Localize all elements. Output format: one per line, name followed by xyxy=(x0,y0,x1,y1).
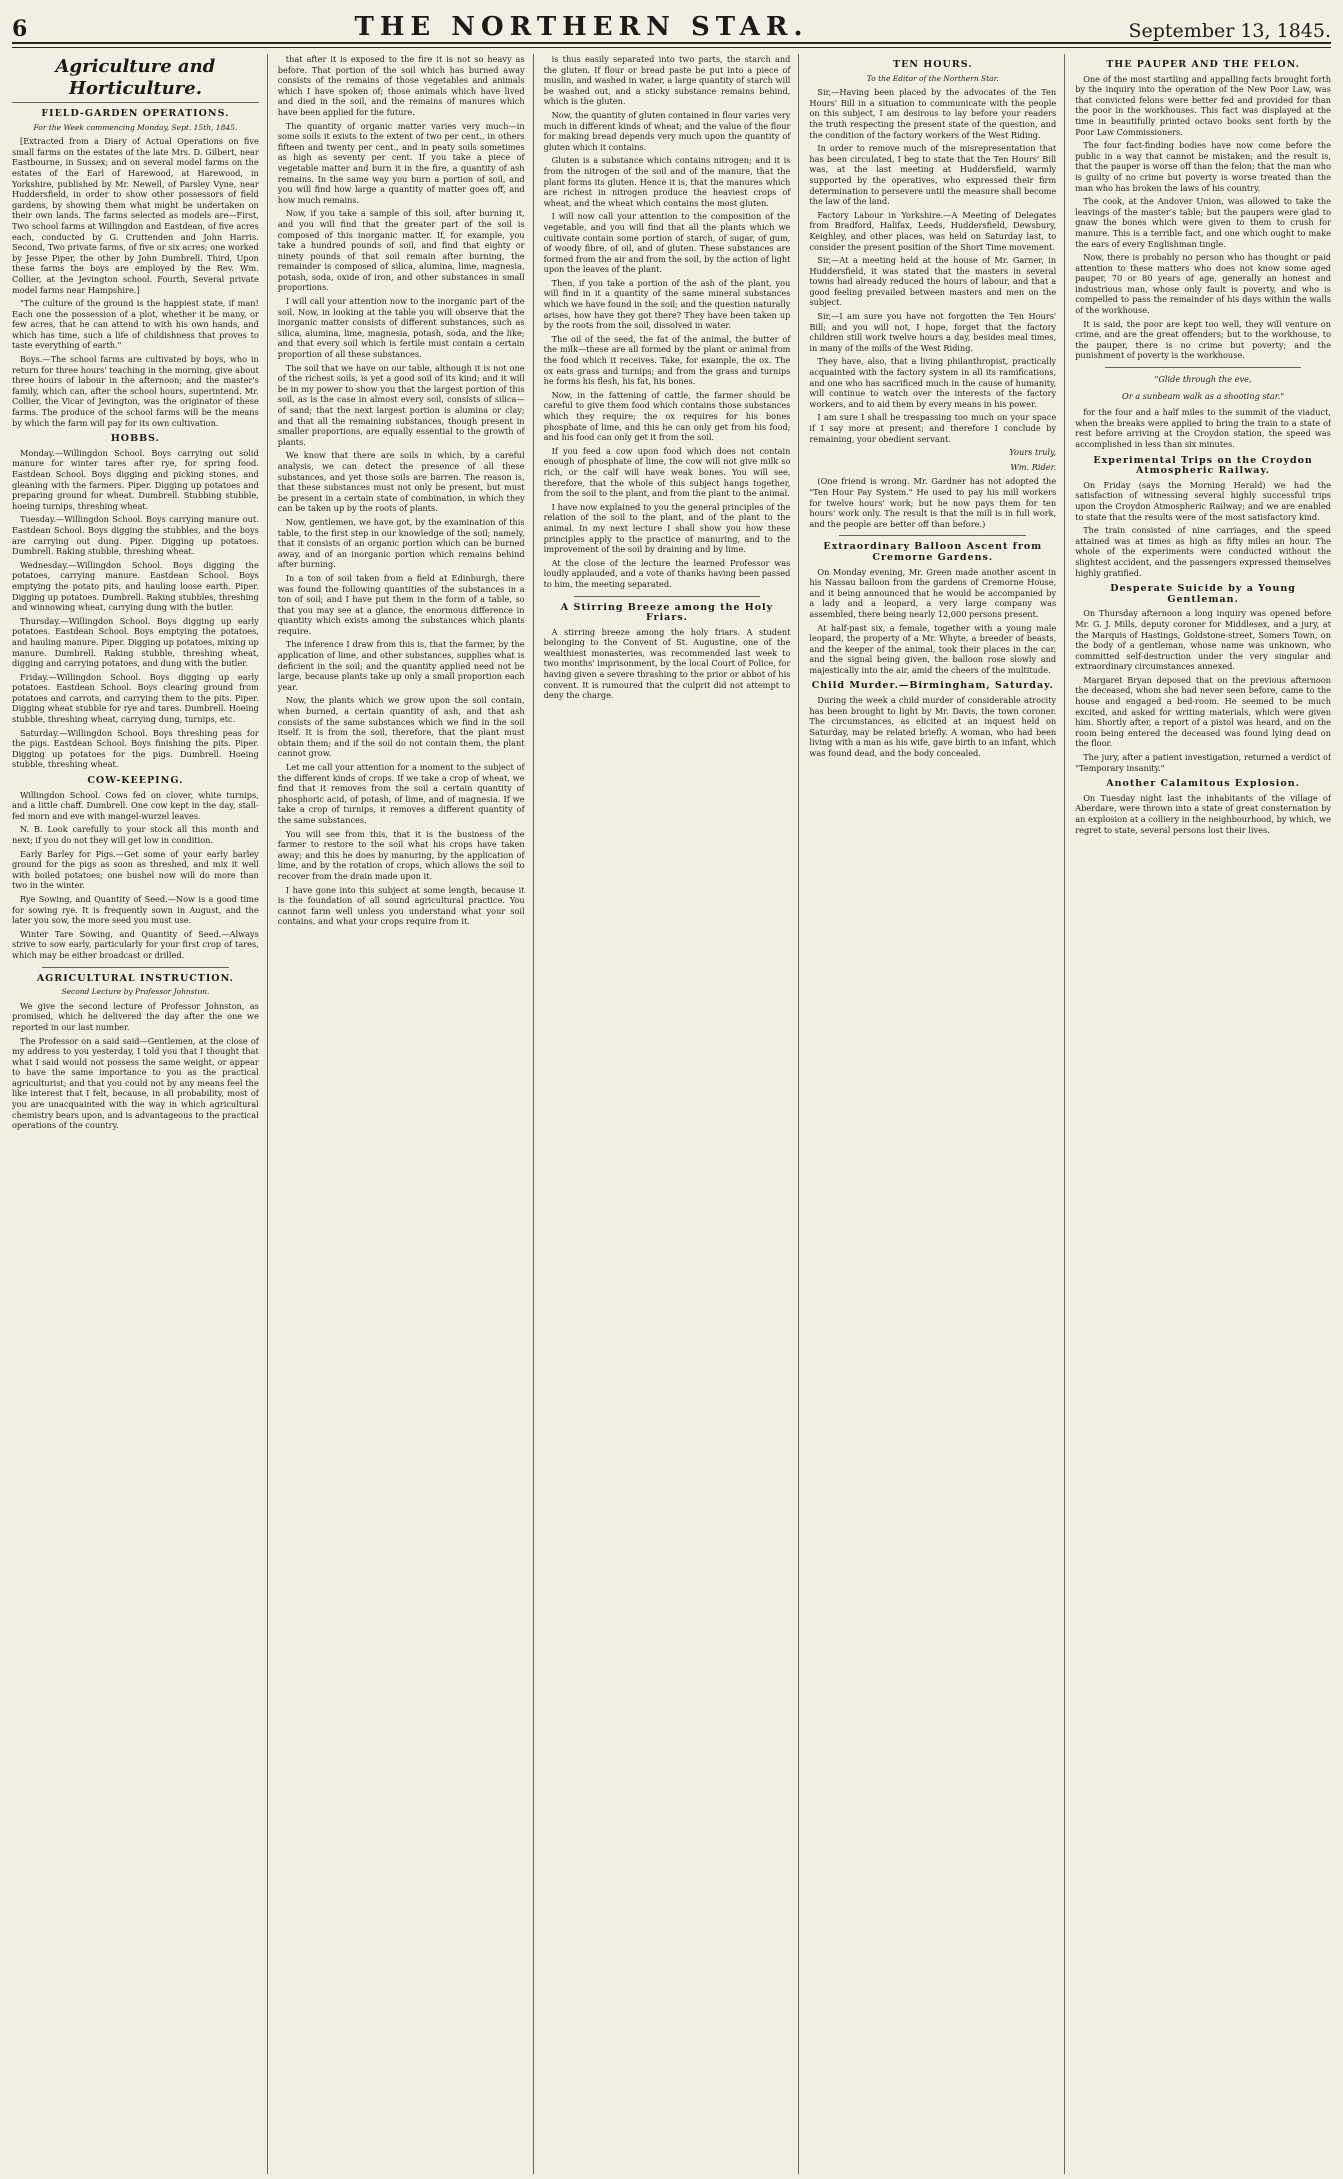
masthead xyxy=(12,8,1331,44)
poem-line: "Glide through the eve, xyxy=(1154,374,1252,385)
paragraph: that after it is exposed to the fire it is not so heavy as before. That portion of the soil which has burned away consists of the remains of those vegetables and animals which I have spoken of; those animals which have lived and died in the soil, and the remains of manures which have been applied for the future. xyxy=(277,54,525,117)
article-heading: TEN HOURS. xyxy=(893,59,973,70)
paragraph: The inference I draw from this is, that the farmer, by the application of lime, and other substances, supplies what is deficient in the soil; and the quantity applied need not be large, because plants take up only a small proportion each year. xyxy=(277,639,525,692)
paragraph: Sir,—At a meeting held at the house of Mr. Garner, in Huddersfield, it was stated that the masters in several towns had already reduced the hours of labour, and that a good feeling prevailed between masters and men on the subject. xyxy=(809,255,1057,308)
paragraph: On Monday evening, Mr. Green made another ascent in his Nassau balloon from the gardens of Cremorne House, and it being announced that he would be accompanied by a lady and a leopard, a very large company was assembled, there being nearly 12,000 persons present. xyxy=(809,566,1057,619)
divider xyxy=(1105,367,1301,368)
newspaper-title: THE NORTHERN STAR. xyxy=(354,12,809,42)
paragraph: The four fact-finding bodies have now come before the public in a way that cannot be mistaken; and the result is, that the pauper is worse off than the felon; that the man who is guilty of no crime but poverty is worse treated than the man who has broken the laws of his country. xyxy=(1075,140,1331,193)
paragraph: Now, the quantity of gluten contained in flour varies very much in different kinds of wheat; and the value of the flour for making bread depends very much upon the quantity of gluten which it contains. xyxy=(543,109,791,152)
article-subheading: For the Week commencing Monday, Sept. 15th, 1845. xyxy=(33,122,238,132)
article-heading: Desperate Suicide by a Young Gentleman. xyxy=(1110,583,1296,605)
section-title: Agriculture and Horticulture. xyxy=(12,56,259,103)
paragraph: The cook, at the Andover Union, was allowed to take the leavings of the master's table; but the paupers were glad to gnaw the bones which were given to them to crush for manure. This is a terrible fact, and one which ought to make the ears of every Englishman tingle. xyxy=(1075,196,1331,249)
paragraph: I will call your attention now to the inorganic part of the soil. Now, in looking at the table you will observe that the inorganic matter consists of different substances, such as silica, alumina, lime, magnesia, potash, soda, and the like; and that every soil which is fertile must contain a certain proportion of all these substances. xyxy=(277,296,525,360)
paragraph: It is said, the poor are kept too well, they will venture on crime, and are the great offenders; but to the workhouse, to the pauper, there is no crime but poverty; and the punishment of poverty is the workhouse. xyxy=(1075,318,1331,361)
paragraph: On Friday (says the Morning Herald) we had the satisfaction of witnessing several highly successful trips upon the Croydon Atmospheric Railway; and we are enabled to state that the results were of the most satisfactory kind. xyxy=(1075,479,1331,522)
paragraph: Now, there is probably no person who has thought or paid attention to these matters who does not know some aged pauper, 70 or 80 years of age, generally an honest and industrious man, whose only fault is poverty, and who is compelled to pass the remainder of his days within the walls of the workhouse. xyxy=(1075,252,1331,316)
poem-line: Or a sunbeam walk as a shooting star." xyxy=(1122,390,1285,401)
paragraph: Margaret Bryan deposed that on the previous afternoon the deceased, whom she had never seen before, came to the house and engaged a bed-room. He seemed to be much excited, and asked for writing materials, which were given him. Shortly after, a report of a pistol was heard, and on the room being entered the deceased was found lying dead on the floor. xyxy=(1075,674,1331,749)
paragraph: During the week a child murder of considerable atrocity has been brought to light by Mr. Davis, the town coroner. The circumstances, as elicited at an inquest held on Saturday, may be related briefly. A woman, who had been living with a man as his wife, gave birth to an infant, which was found dead, and the body concealed. xyxy=(809,695,1057,759)
paragraph: Monday.—Willingdon School. Boys carrying out solid manure for winter tares after rye, for spring food. Eastdean School. Boys digging and picking stones, and gleaning with the farmers. Piper. Digging up potatoes and preparing ground for wheat. Dumbrell. Stubbing stubble, hoeing turnips, threshing wheat. xyxy=(12,447,259,511)
paragraph: Gluten is a substance which contains nitrogen; and it is from the nitrogen of the soil and of the manure, that the plant forms its gluten. Hence it is, that the manures which are richest in nitrogen produce the heaviest crops of wheat, and the wheat which contains the most gluten. xyxy=(543,155,791,208)
column-3 xyxy=(544,54,800,2174)
paragraph: One of the most startling and appalling facts brought forth by the inquiry into the operation of the New Poor Law, was that convicted felons were better fed and provided for than the poor in the workhouses. This fact was displayed at the time in beautifully printed octavo books sent forth by the Poor Law Commissioners. xyxy=(1075,73,1331,137)
paragraph: "The culture of the ground is the happiest state, if man! Each one the possession of a plot, whether it be many, or few acres, that he can attend to with his own hands, and which has time, such a life of childishness that proves to taste everything of earth." xyxy=(12,298,259,351)
paragraph: Sir,—I am sure you have not forgotten the Ten Hours' Bill; and you will not, I hope, forget that the factory children still work twelve hours a day, besides meal times, in many of the mills of the West Riding. xyxy=(809,311,1057,353)
paragraph: I will now call your attention to the composition of the vegetable, and you will find that all the plants which we cultivate contain some portion of starch, of sugar, of gum, of woody fibre, of oil, and of gluten. These substances are formed from the air and from the soil, by the action of light upon the leaves of the plant. xyxy=(543,211,791,275)
paragraph: Wednesday.—Willingdon School. Boys digging the potatoes, carrying manure. Eastdean School. Boys emptying the potato pits, and hauling loose earth. Piper. Digging up potatoes. Dumbrell. Raking stubbles, threshing and winnowing wheat, carrying dung with the butler. xyxy=(12,559,259,613)
paragraph: N. B. Look carefully to your stock all this month and next; if you do not they will get low in condition. xyxy=(12,824,259,845)
paragraph: Willingdon School. Cows fed on clover, white turnips, and a little chaff. Dumbrell. One cow kept in the day, stall-fed morn and eve with mangel-wurzel leaves. xyxy=(12,789,259,821)
paragraph: The train consisted of nine carriages, and the speed attained was at times as high as fifty miles an hour. The whole of the experiments were conducted without the slightest accident, and the passengers expressed themselves highly gratified. xyxy=(1075,525,1331,578)
paragraph: In a ton of soil taken from a field at Edinburgh, there was found the following quantities of the substances in a ton of soil; and I have put them in the form of a table, so that you may see at a glance, the enormous difference in quantity which exists among the substances which plants require. xyxy=(277,572,525,636)
paragraph: (One friend is wrong. Mr. Gardner has not adopted the "Ten Hour Pay System." He used to pay his mill workers for twelve hours' work; but he now pays them for ten hours' work only. The result is that the mill is in full work, and the people are better off than before.) xyxy=(809,476,1057,529)
masthead-rule xyxy=(12,44,1331,48)
paragraph: At the close of the lecture the learned Professor was loudly applauded, and a vote of thanks having been passed to him, the meeting separated. xyxy=(543,557,791,589)
paragraph: Then, if you take a portion of the ash of the plant, you will find in it a quantity of the same mineral substances which we have found in the soil; and the question naturally arises, how have they got there? They have been taken up by the roots from the soil, dissolved in water. xyxy=(543,277,791,331)
paragraph: The jury, after a patient investigation, returned a verdict of "Temporary insanity." xyxy=(1075,752,1331,773)
article-subheading: Second Lecture by Professor Johnston. xyxy=(61,987,210,997)
article-columns xyxy=(12,54,1331,2174)
column-5 xyxy=(1075,54,1331,2174)
paragraph: Factory Labour in Yorkshire.—A Meeting of Delegates from Bradford, Halifax, Leeds, Huddersfield, Dewsbury, Keighley, and other places, was held on Saturday last, to consider the present position of the Short Time movement. xyxy=(809,209,1057,252)
paragraph: I am sure I shall be trespassing too much on your space if I say more at present; and therefore I conclude by remaining, your obedient servant. xyxy=(809,412,1057,444)
paragraph: Thursday.—Willingdon School. Boys digging up early potatoes. Eastdean School. Boys emptying the potatoes, and hauling manure. Piper. Digging up potatoes, mixing up manure. Dumbrell. Raking stubble, threshing wheat, digging and carrying potatoes, and dung with the butler. xyxy=(12,615,259,669)
paragraph: The Professor on a said said—Gentlemen, at the close of my address to you yesterday, I told you that I thought that what I said would not possess the same weight, or appear to have the same importance to you as the practical agriculturist; and that you could not by any means feel the like interest that I felt, because, in all probability, most of you are unacquainted with the way in which agricultural chemistry bears upon, and is advantageous to the practical operations of the country. xyxy=(12,1035,259,1131)
article-heading: A Stirring Breeze among the Holy Friars. xyxy=(560,601,774,624)
paragraph: is thus easily separated into two parts, the starch and the gluten. If flour or bread paste be put into a piece of muslin, and washed in water, a large quantity of starch will be washed out, and a sticky substance remains behind, which is the gluten. xyxy=(543,54,791,107)
paragraph: Sir,—Having been placed by the advocates of the Ten Hours' Bill in a situation to communicate with the people on this subject, I am desirous to lay before your readers the truth respecting the present state of the question, and the condition of the factory workers of the West Riding. xyxy=(809,87,1057,140)
paragraph: If you feed a cow upon food which does not contain enough of phosphate of lime, the cow will not give milk so rich, or the calf will have weak bones. You will see, therefore, that the whole of this subject hangs together, from the soil to the plant, and from the plant to the animal. xyxy=(543,445,791,499)
paragraph: The quantity of organic matter varies very much—in some soils it exists to the extent of two per cent., in others fifteen and twenty per cent., and in peaty soils sometimes as high as seventy per cent. If you take a piece of vegetable matter and burn it in the fire, a quantity of ash remains. In the same way you burn a portion of soil, and you will find how large a quantity of matter goes off, and how much remains. xyxy=(277,120,525,205)
paragraph: In order to remove much of the misrepresentation that has been circulated, I beg to state that the Ten Hours' Bill was, at the last meeting at Huddersfield, warmly supported by the operatives, who expressed their firm determination to persevere until the measure shall become the law of the land. xyxy=(809,143,1057,207)
article-heading: HOBBS. xyxy=(110,433,160,445)
paragraph: Rye Sowing, and Quantity of Seed.—Now is a good time for sowing rye. It is frequently sown in August, and the later you sow, the more seed you must use. xyxy=(12,893,259,926)
paragraph: A stirring breeze among the holy friars. A student belonging to the Convent of St. Augustine, one of the wealthiest monasteries, was recommended last week to two months' imprisonment, by the local Court of Police, for having given a severe thrashing to the prior or abbot of his convent. It is rumoured that the culprit did not attempt to deny the charge. xyxy=(543,626,791,701)
paragraph: Let me call your attention for a moment to the subject of the different kinds of crops. If we take a crop of wheat, we find that it removes from the soil a certain quantity of phosphoric acid, of potash, of lime, and of magnesia. If we take a crop of turnips, it removes a different quantity of the same substances. xyxy=(277,762,525,825)
letter-signature: Wm. Rider. xyxy=(1010,461,1057,472)
issue-date: September 13, 1845. xyxy=(1128,20,1331,42)
paragraph: I have gone into this subject at some length, because it is the foundation of all sound agricultural practice. You cannot farm well unless you understand what your soil contains, and what your crops require from it. xyxy=(277,884,525,927)
article-subheading: To the Editor of the Northern Star. xyxy=(866,73,999,83)
article-heading: FIELD-GARDEN OPERATIONS. xyxy=(41,108,230,119)
column-2 xyxy=(278,54,534,2174)
paragraph: The oil of the seed, the fat of the animal, the butter of the milk—these are all formed by the plant or animal from the food which it receives. Take, for example, the ox. The ox eats grass and turnips; and from the grass and turnips he forms his flesh, his fat, his bones. xyxy=(543,333,791,387)
paragraph: Now, in the fattening of cattle, the farmer should be careful to give them food which contains those substances which they require; the ox requires for his bones phosphate of lime, and this he can only get from his food; and his food can only get it from the soil. xyxy=(543,389,791,443)
paragraph: Now, if you take a sample of this soil, after burning it, and you will find that the greater part of the soil is composed of this inorganic matter. If, for example, you take a hundred pounds of soil, and find that eighty or ninety pounds of that soil remain after burning, the remainder is composed of silica, alumina, lime, magnesia, potash, soda, oxide of iron, and other substances in small proportions. xyxy=(277,208,525,293)
letter-signoff: Yours truly, xyxy=(1009,447,1057,458)
divider xyxy=(839,535,1026,536)
article-heading: COW-KEEPING. xyxy=(87,775,184,787)
article-heading: Child Murder.—Birmingham, Saturday. xyxy=(811,680,1054,692)
paragraph: Saturday.—Willingdon School. Boys threshing peas for the pigs. Eastdean School. Boys finishing the pits. Piper. Digging up potatoes for the pigs. Dumbrell. Hoeing stubble, threshing wheat. xyxy=(12,727,259,770)
paragraph: Boys.—The school farms are cultivated by boys, who in return for three hours' teaching in the morning, give about three hours of labour in the afternoon; and the master's family, which can, after the school hours, superintend. Mr. Collier, the Vicar of Jevington, was the originator of these farms. The produce of the school farms will be the means by which the farm will pay for its own cultivation. xyxy=(12,354,259,428)
paragraph: [Extracted from a Diary of Actual Operations on five small farms on the estates of the late Mrs. D. Gilbert, near Eastbourne, in Sussex; and on several model farms on the estates of the Earl of Harewood, at Harewood, in Yorkshire, published by Mr. Newell, of Parsley Vyne, near Huddersfield, in order to show other possessors of field gardens, by showing them what might be undertaken on their own lands. The farms selected as models are—First, Two school farms at Willingdon and Eastdean, of five acres each, conducted by G. Cruttenden and John Harris. Second, Two private farms, of five or six acres; one worked by Jesse Piper, the other by John Dumbrell. Third, Upon these farms the boys are employed by the Rev. Wm. Collier, at the Jevington school. Fourth, Several private model farms near Hampshire.] xyxy=(12,136,259,295)
paragraph: The soil that we have on our table, although it is not one of the richest soils, is yet a good soil of its kind; and it will be in my power to show you that the largest portion of this soil, as is the case in almost every soil, consists of silica—of sand; that the next largest portion is alumina or clay; and that all the remaining substances, though present in smaller proportions, are equally essential to the growth of plants. xyxy=(277,362,525,447)
paragraph: At half-past six, a female, together with a young male leopard, the property of a Mr. Whyte, a breeder of beasts, and the keeper of the animal, took their places in the car, and the signal being given, the balloon rose slowly and majestically into the air, amid the cheers of the multitude. xyxy=(809,622,1057,675)
divider xyxy=(574,596,761,597)
paragraph: Winter Tare Sowing, and Quantity of Seed.—Always strive to sow early, particularly for your first crop of tares, which may be either broadcast or drilled. xyxy=(12,928,259,960)
paragraph: I have now explained to you the general principles of the relation of the soil to the plant, and of the plant to the animal. In my next lecture I shall show you how these principles apply to the practice of manuring, and to the improvement of the soil by draining and by lime. xyxy=(543,501,791,555)
column-1 xyxy=(12,54,268,2174)
paragraph: They have, also, that a living philanthropist, practically acquainted with the factory system in all its ramifications, and one who has sacrificed much in the cause of humanity, will continue to watch over the interests of the factory workers, and to aid them by every means in his power. xyxy=(809,356,1057,409)
paragraph: You will see from this, that it is the business of the farmer to restore to the soil what his crops have taken away; and this he does by manuring, by the application of lime, and by the rotation of crops, which allows the soil to recover from the drain made upon it. xyxy=(277,828,525,881)
page-number: 6 xyxy=(12,16,28,42)
paragraph: Friday.—Willingdon School. Boys digging up early potatoes. Eastdean School. Boys clearing ground from potatoes and carrots, and carrying them to the pits. Piper. Digging wheat stubble for rye and tares. Dumbrell. Hoeing stubble, threshing wheat, carrying dung, turnips, etc. xyxy=(12,671,259,725)
paragraph: We give the second lecture of Professor Johnston, as promised, which he delivered the day after the one we reported in our last number. xyxy=(12,1000,259,1032)
article-heading: Extraordinary Balloon Ascent from Cremorne Gardens. xyxy=(823,541,1043,563)
article-heading: Another Calamitous Explosion. xyxy=(1106,778,1300,790)
paragraph: for the four and a half miles to the summit of the viaduct, when the breaks were applied to bring the train to a state of rest before arriving at the Croydon station, the speed was accomplished in less than six minutes. xyxy=(1075,407,1331,449)
paragraph: On Thursday afternoon a long inquiry was opened before Mr. G. J. Mills, deputy coroner for Middlesex, and a jury, at the Marquis of Hastings, Goldstone-street, Somers Town, on the body of a gentleman, whose name was unknown, who committed self-destruction under the very singular and extraordinary circumstances annexed. xyxy=(1075,608,1331,672)
paragraph: Now, gentlemen, we have got, by the examination of this table, to the first step in our knowledge of the soil; namely, that it consists of an organic portion which can be burned away, and of an inorganic portion which remains behind after burning. xyxy=(277,516,525,570)
divider xyxy=(42,967,229,968)
paragraph: Now, the plants which we grow upon the soil contain, when burned, a certain quantity of ash, and that ash consists of the same substances which we find in the soil itself. It is from the soil, therefore, that the plant must obtain them; and if the soil do not contain them, the plant cannot grow. xyxy=(277,695,525,759)
paragraph: On Tuesday night last the inhabitants of the village of Aberdare, were thrown into a state of great consternation by an explosion at a colliery in the neighbourhood, by which, we regret to state, several persons lost their lives. xyxy=(1075,792,1331,835)
article-heading: THE PAUPER AND THE FELON. xyxy=(1106,59,1300,70)
article-heading: AGRICULTURAL INSTRUCTION. xyxy=(36,972,234,984)
article-heading: Experimental Trips on the Croydon Atmospheric Railway. xyxy=(1093,454,1313,477)
paragraph: Early Barley for Pigs.—Get some of your early barley ground for the pigs as soon as threshed, and mix it well with boiled potatoes; one bushel now will do more than two in the winter. xyxy=(12,848,259,891)
paragraph: We know that there are soils in which, by a careful analysis, we can detect the presence of all these substances, and yet those soils are barren. The reason is, that these substances must not only be present, but must be present in a certain state of combination, in which they can be taken up by the roots of plants. xyxy=(277,450,525,514)
paragraph: Tuesday.—Willingdon School. Boys carrying manure out. Eastdean School. Boys digging the stubbles, and the boys are carrying out dung. Piper. Digging up potatoes. Dumbrell. Raking stubble, threshing wheat. xyxy=(12,514,259,557)
column-4 xyxy=(809,54,1065,2174)
